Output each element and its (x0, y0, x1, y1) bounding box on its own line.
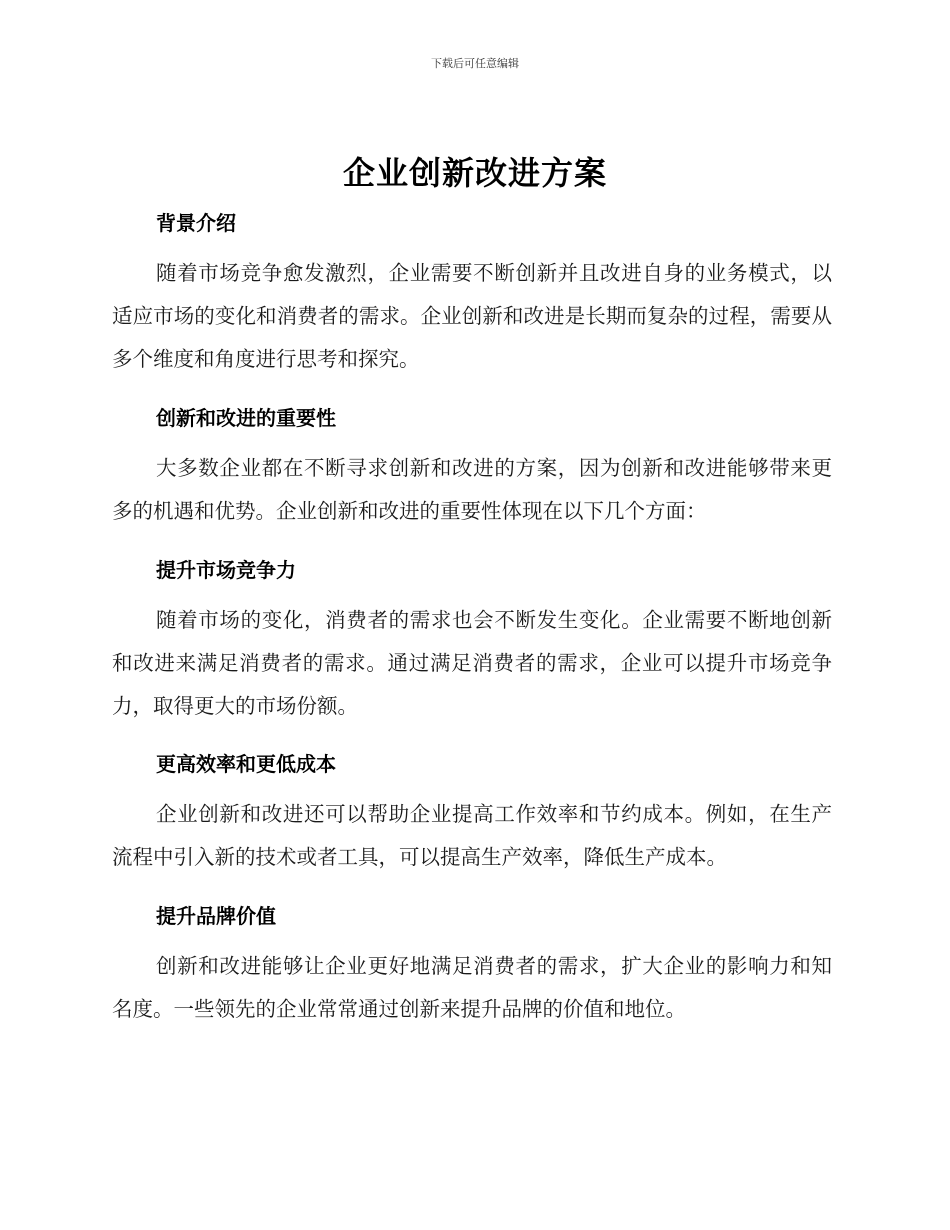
section-heading-importance: 创新和改进的重要性 (156, 406, 336, 430)
section-paragraph-background: 随着市场竞争愈发激烈，企业需要不断创新并且改进自身的业务模式，以适应市场的变化和消费者的需求。企业创新和改进是长期而复杂的过程，需要从多个维度和角度进行思考和探究。 (112, 261, 832, 371)
section-heading-background: 背景介绍 (156, 211, 236, 235)
section-paragraph-brand-value: 创新和改进能够让企业更好地满足消费者的需求，扩大企业的影响力和知名度。一些领先的企业常常通过创新来提升品牌的价值和地位。 (112, 954, 832, 1021)
document-title: 企业创新改进方案 (342, 154, 607, 192)
section-paragraph-competitiveness: 随着市场的变化，消费者的需求也会不断发生变化。企业需要不断地创新和改进来满足消费者的需求。通过满足消费者的需求，企业可以提升市场竞争力，取得更大的市场份额。 (112, 608, 832, 718)
section-paragraph-efficiency: 企业创新和改进还可以帮助企业提高工作效率和节约成本。例如，在生产流程中引入新的技术或者工具，可以提高生产效率，降低生产成本。 (112, 802, 832, 869)
section-heading-brand-value: 提升品牌价值 (156, 904, 276, 928)
section-paragraph-importance: 大多数企业都在不断寻求创新和改进的方案，因为创新和改进能够带来更多的机遇和优势。企业创新和改进的重要性体现在以下几个方面： (112, 456, 832, 523)
section-heading-efficiency: 更高效率和更低成本 (156, 752, 336, 776)
header-note: 下载后可任意编辑 (431, 57, 519, 70)
section-heading-competitiveness: 提升市场竞争力 (156, 558, 296, 582)
